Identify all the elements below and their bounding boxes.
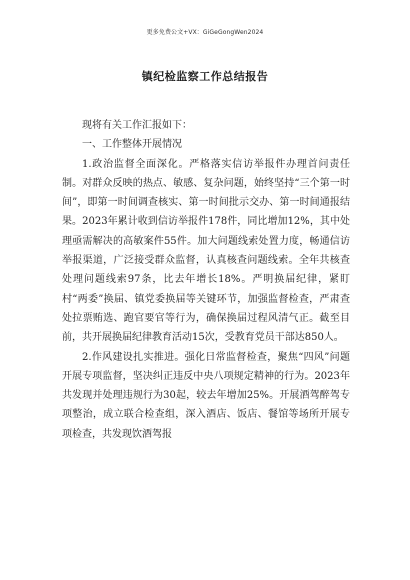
- header-note: 更多免费公文+VX：GiGeGongWen2024: [146, 29, 264, 36]
- section-heading: 一、工作整体开展情况: [82, 139, 182, 151]
- page-title: 镇纪检监察工作总结报告: [141, 70, 269, 83]
- document-body: [62, 116, 350, 444]
- paragraph-political-supervision: 1.政治监督全面深化。严格落实信访举报件办理首问责任制。对群众反映的热点、敏感、复杂问题，始终坚持“三个第一时间”，即第一时间调查核实、第一时间批示交办、第一时间通报结果。2023年累计收到信访举报件178件，同比增加12%，其中处理亟需解决的高敏案件55件。加大问题线索处置力度，畅通信访举报渠道，广泛接受群众监督，认真核查问题线索。全年共核查处理问题线索97条，比去年增长18%。严明换届纪律，紧盯村“两委”换届、镇党委换届等关键环节，加强监督检查，严肃查处拉票贿选、跑官要官等行为，确保换届过程风清气正。截至目前，共开展换届纪律教育活动15次，受教育党员干部达850人。: [62, 158, 350, 344]
- paragraph-intro: 现将有关工作汇报如下：: [82, 120, 192, 131]
- paragraph-style-building: 2.作风建设扎实推进。强化日常监督检查，聚焦“四风”问题开展专项监督，坚决纠正违反中央八项规定精神的行为。2023年共发现并处理违规行为30起，较去年增加25%。开展酒驾醉驾专项整治，成立联合检查组，深入酒店、饭店、餐馆等场所开展专项检查，共发现饮酒驾报: [62, 351, 350, 440]
